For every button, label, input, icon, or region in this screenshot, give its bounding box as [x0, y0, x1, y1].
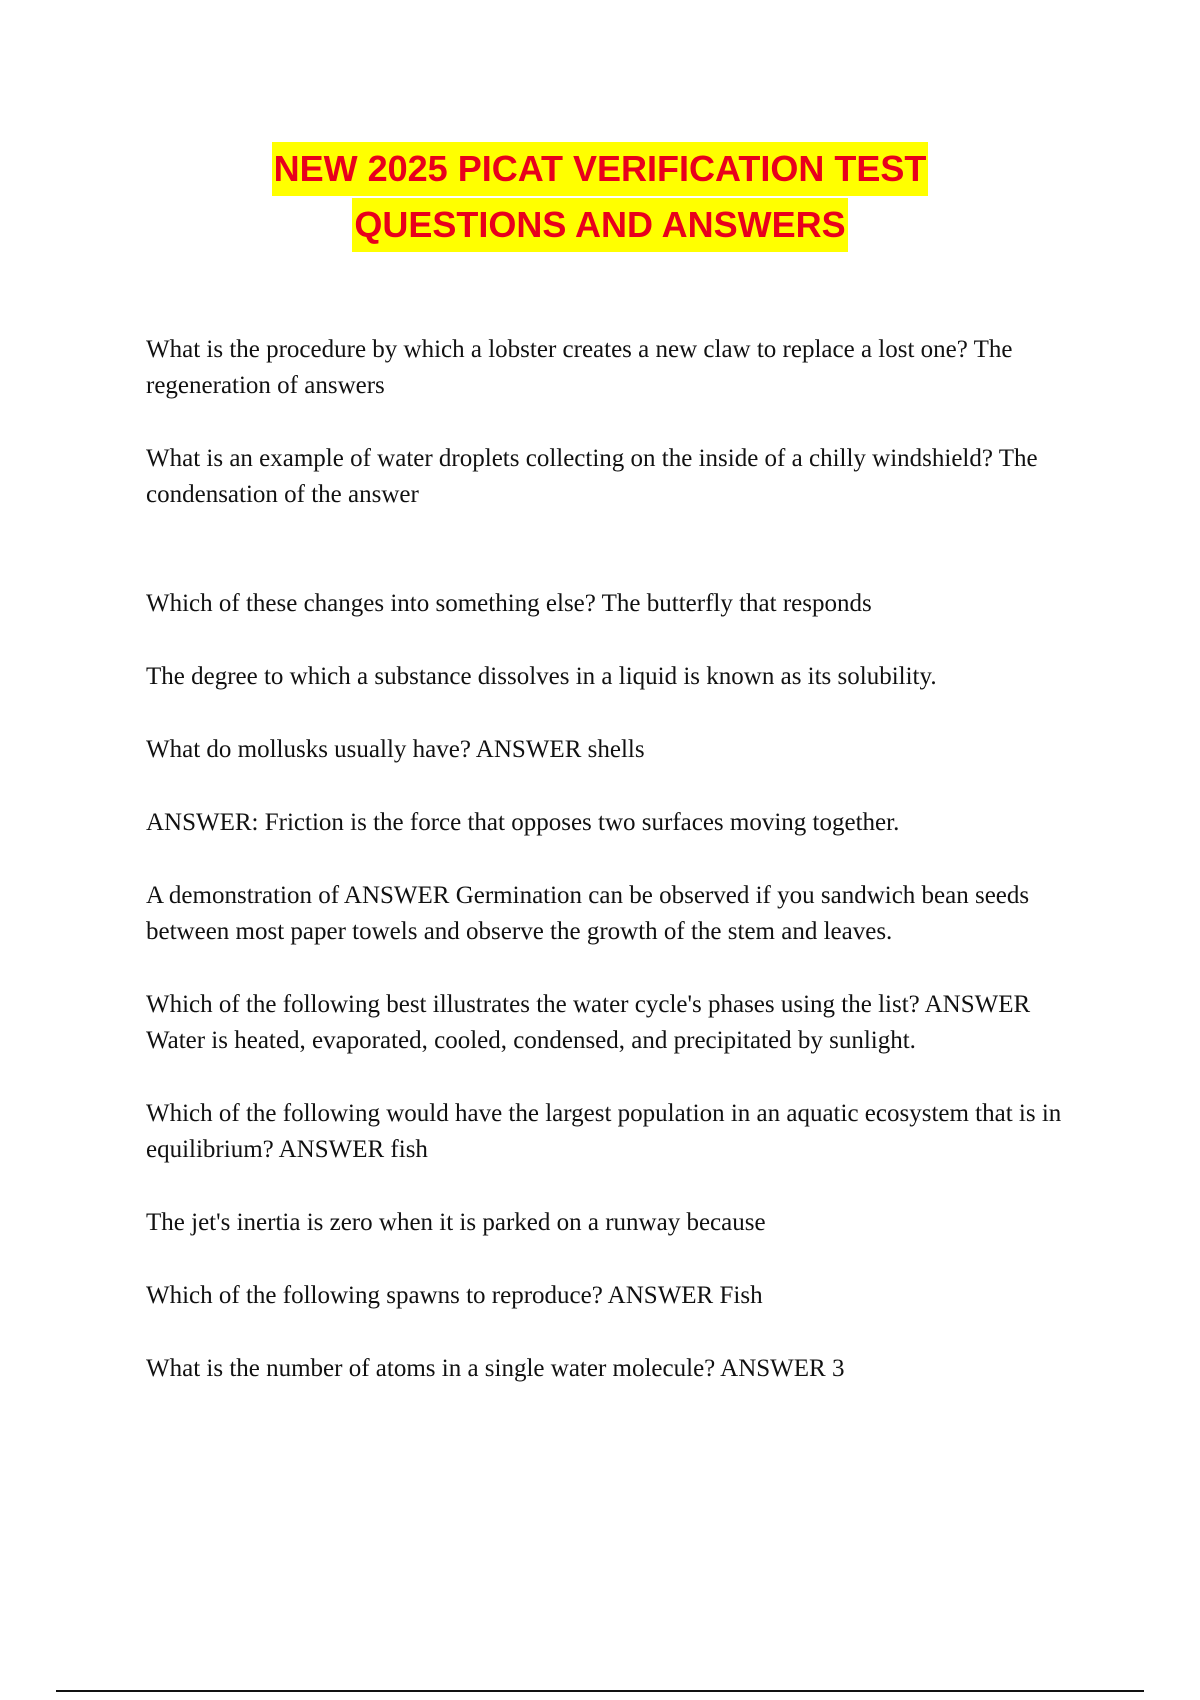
qa-item: The jet's inertia is zero when it is parked on a runway because: [146, 1209, 766, 1236]
qa-list: [146, 332, 1066, 1387]
qa-item: A demonstration of ANSWER Germination can be observed if you sandwich bean seeds between most paper towels and observe the growth of the stem and leaves.: [146, 882, 1030, 945]
qa-item: Which of the following would have the largest population in an aquatic ecosystem that is in equilibrium? ANSWER fish: [146, 1100, 1062, 1163]
qa-item: Which of these changes into something else? The butterfly that responds: [146, 590, 872, 617]
title-line-2: QUESTIONS AND ANSWERS: [352, 198, 847, 252]
qa-item: What is the procedure by which a lobster creates a new claw to replace a lost one? The regeneration of answers: [146, 336, 1013, 399]
title-line-1: NEW 2025 PICAT VERIFICATION TEST: [272, 142, 929, 196]
document-title: [0, 142, 1200, 254]
qa-item: ANSWER: Friction is the force that opposes two surfaces moving together.: [146, 809, 900, 836]
qa-item: What is an example of water droplets collecting on the inside of a chilly windshield? The condensation of the answer: [146, 445, 1038, 508]
qa-item: The degree to which a substance dissolves in a liquid is known as its solubility.: [146, 663, 937, 690]
qa-item: Which of the following spawns to reproduce? ANSWER Fish: [146, 1282, 763, 1309]
footer-rule: [56, 1690, 1144, 1692]
qa-item: What do mollusks usually have? ANSWER shells: [146, 736, 645, 763]
qa-item: What is the number of atoms in a single water molecule? ANSWER 3: [146, 1355, 845, 1382]
qa-item: Which of the following best illustrates the water cycle's phases using the list? ANSWER Water is heated, evaporated, cooled, condensed, and precipitated by sunlight.: [146, 991, 1031, 1054]
